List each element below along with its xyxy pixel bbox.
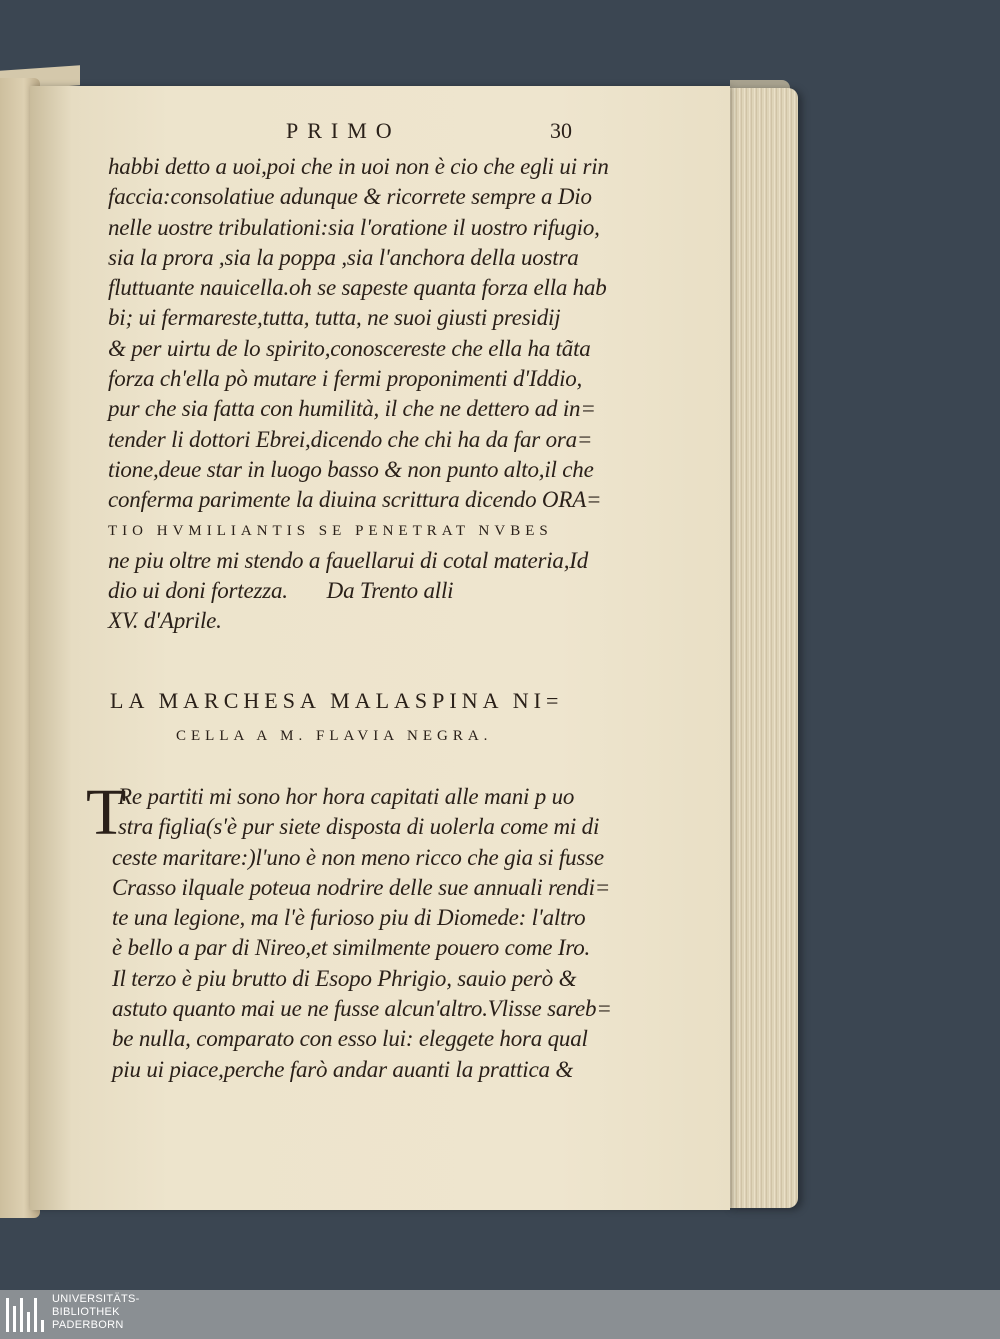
text-line: dio ui doni fortezza. Da Trento alli bbox=[108, 578, 454, 604]
text-line: ne piu oltre mi stendo a fauellarui di cotal materia,Id bbox=[108, 547, 589, 573]
letter-one bbox=[108, 118, 628, 637]
letter-heading: LA MARCHESA MALASPINA NI= bbox=[110, 688, 564, 713]
library-name-line: UNIVERSITÄTS- bbox=[52, 1293, 140, 1305]
page-number: 30 bbox=[550, 118, 572, 143]
text-line: tione,deue star in luogo basso & non punto alto,il che bbox=[108, 456, 594, 482]
text-line: Re partiti mi sono hor hora capitati alle mani p uo bbox=[118, 784, 575, 809]
running-head bbox=[108, 118, 628, 152]
text-line: ceste maritare:)l'uno è non meno ricco che gia si fusse bbox=[112, 844, 604, 870]
text-line: pur che sia fatta con humilità, il che ne dettero ad in= bbox=[108, 396, 596, 422]
text-line: Il terzo è piu brutto di Esopo Phrigio, sauio però & bbox=[112, 965, 577, 991]
running-head-title: PRIMO bbox=[286, 118, 401, 143]
scripture-quote: TIO HVMILIANTIS SE PENETRAT NVBES bbox=[108, 522, 553, 539]
library-name-line: PADERBORN bbox=[52, 1319, 124, 1331]
text-line: fluttuante nauicella.oh se sapeste quanta forza ella hab bbox=[108, 275, 607, 301]
text-line: be nulla, comparato con esso lui: eleggete hora qual bbox=[112, 1026, 588, 1052]
text-line: sia la prora ,sia la poppa ,sia l'anchora della uostra bbox=[108, 244, 579, 270]
book-fore-edge bbox=[728, 88, 798, 1208]
drop-cap: T bbox=[86, 776, 127, 849]
text-line: nelle uostre tribulationi:sia l'oratione il uostro rifugio, bbox=[108, 214, 600, 240]
text-line: forza ch'ella pò mutare i fermi proponimenti d'Iddio, bbox=[108, 366, 583, 392]
text-line: tender li dottori Ebrei,dicendo che chi ha da far ora= bbox=[108, 426, 593, 452]
text-line: faccia:consolatiue adunque & ricorrete sempre a Dio bbox=[108, 184, 592, 210]
text-line: astuto quanto mai ue ne fusse alcun'altro.Vlisse sareb= bbox=[112, 996, 612, 1022]
text-line: conferma parimente la diuina scrittura dicendo ORA= bbox=[108, 487, 602, 513]
text-line: bi; ui fermareste,tutta, tutta, ne suoi giusti presidij bbox=[108, 305, 561, 331]
text-line: è bello a par di Nireo,et similmente pouero come Iro. bbox=[112, 935, 591, 961]
text-line: piu ui piace,perche farò andar auanti la prattica & bbox=[112, 1056, 574, 1082]
library-name-line: BIBLIOTHEK bbox=[52, 1306, 120, 1318]
library-name bbox=[52, 1293, 140, 1332]
text-line: te una legione, ma l'è furioso piu di Diomede: l'altro bbox=[112, 905, 586, 931]
library-footer bbox=[0, 1290, 1000, 1339]
text-line: stra figlia(s'è pur siete disposta di uolerla come mi di bbox=[118, 814, 600, 840]
date-line: XV. d'Aprile. bbox=[108, 608, 222, 634]
library-logo-icon bbox=[6, 1298, 46, 1332]
text-line: habbi detto a uoi,poi che in uoi non è cio che egli ui rin bbox=[108, 154, 609, 179]
text-line: Crasso ilquale poteua nodrire delle sue annuali rendi= bbox=[112, 874, 611, 900]
letter-subheading: CELLA A M. FLAVIA NEGRA. bbox=[176, 728, 493, 744]
text-line: & per uirtu de lo spirito,conoscereste che ella ha tãta bbox=[108, 335, 591, 361]
letter-two bbox=[86, 776, 626, 1085]
